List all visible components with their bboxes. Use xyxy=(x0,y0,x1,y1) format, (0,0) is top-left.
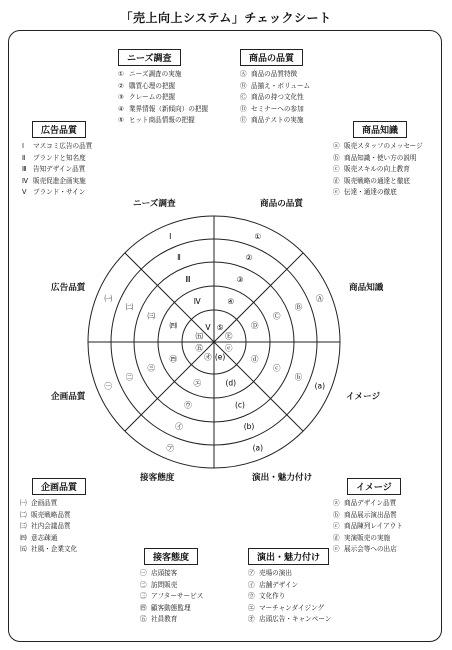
image-box-title: イメージ xyxy=(347,478,401,495)
wheel-mark-needs-5: ⑤ xyxy=(216,322,224,332)
list-item: ㊀ 店頭接客 xyxy=(140,569,178,577)
list-item: Ⅳ 販売促進企画実施 xyxy=(22,176,86,185)
list-item: Ⅲ 告知デザイン品質 xyxy=(22,165,86,174)
list-item: ⓐ 販売スタッフのメッセージ xyxy=(333,142,423,150)
list-item: Ⓒ 商品の持つ文化性 xyxy=(240,93,304,102)
wheel-mark-staging-2: ㋑ xyxy=(175,422,183,432)
list-item: ⓔ 展示会等への出店 xyxy=(333,545,397,554)
diagram-label-knowledge: 商品知識 xyxy=(349,283,384,293)
wheel-mark-planning-4: ㈣ xyxy=(169,320,178,330)
wheel-mark-quality-1: Ⓐ xyxy=(316,293,324,303)
wheel-mark-image-1: (a) xyxy=(252,443,264,453)
wheel-mark-image-3: (c) xyxy=(235,400,245,410)
list-item: ⓒ 商品陳列レイアウト xyxy=(333,522,403,531)
wheel-mark-service-3: ㊂ xyxy=(147,363,155,373)
wheel-mark-staging-5: ㋔ xyxy=(204,352,212,362)
page-title: 「売上向上システム」チェックシート xyxy=(120,11,332,25)
planning-box-title: 企画品質 xyxy=(32,478,86,495)
wheel-mark-needs-3: ③ xyxy=(236,274,244,284)
list-item: ① ニーズ調査の実施 xyxy=(118,70,182,78)
list-item: Ⓔ 商品テストの実施 xyxy=(240,116,304,125)
list-item: ㊂ アフターサービス xyxy=(140,592,204,601)
service-box-title: 接客態度 xyxy=(144,548,198,565)
diagram-label-image: イメージ xyxy=(346,392,381,402)
wheel-mark-planning-2: ㈡ xyxy=(125,302,134,312)
list-item: ⓔ 伝達・通達の徹底 xyxy=(333,188,397,197)
wheel-mark-quality-5: Ⓔ xyxy=(225,331,233,341)
list-item: Ⅴ ブランド・サイン xyxy=(22,188,86,197)
diagram-label-quality: 商品の品質 xyxy=(260,199,303,209)
diagram-label-service: 接客態度 xyxy=(140,473,175,483)
wheel-mark-ads-1: Ⅰ xyxy=(169,231,172,241)
wheel-mark-needs-2: ② xyxy=(245,253,253,263)
ads-box-title: 広告品質 xyxy=(32,121,86,138)
wheel-mark-knowledge-2: ⓑ xyxy=(294,372,303,382)
wheel-mark-image-5: (e) xyxy=(214,352,226,362)
list-item: ㋔ 店頭広告・キャンペーン xyxy=(248,615,332,624)
diagram-label-staging: 演出・魅力付け xyxy=(252,473,313,483)
wheel-mark-staging-1: ㋐ xyxy=(166,443,174,453)
wheel-mark-needs-1: ① xyxy=(254,231,262,241)
wheel-mark-needs-4: ④ xyxy=(227,296,235,306)
wheel-mark-ads-3: Ⅲ xyxy=(185,274,191,284)
list-item: ⓒ 販売スキルの向上教育 xyxy=(333,165,410,174)
list-item: ㊃ 顧客動態監理 xyxy=(140,603,191,612)
wheel-mark-service-4: ㊃ xyxy=(169,354,178,364)
list-item: Ⓐ 商品の品質特徴 xyxy=(240,70,298,78)
list-item: ㋒ 文化作り xyxy=(248,592,286,601)
wheel-mark-quality-2: Ⓑ xyxy=(294,302,303,312)
list-item: ⓐ 商品デザイン品質 xyxy=(333,499,397,507)
wheel-mark-knowledge-1: (a) xyxy=(314,381,326,391)
list-item: Ⓑ 品揃え・ボリューム xyxy=(240,81,311,90)
wheel-mark-staging-4: ㋓ xyxy=(193,378,201,388)
list-item: ④ 業界情報（新傾向）の把握 xyxy=(118,104,209,113)
wheel-mark-ads-2: Ⅱ xyxy=(177,253,181,263)
wheel-mark-knowledge-5: ⓔ xyxy=(225,343,233,353)
wheel-mark-service-1: ㊀ xyxy=(104,381,112,391)
wheel-mark-staging-3: ㋒ xyxy=(184,400,192,410)
list-item: ㋐ 売場の演出 xyxy=(248,569,292,577)
wheel-mark-planning-1: ㈠ xyxy=(104,293,112,303)
list-item: ㈤ 社風・企業文化 xyxy=(20,545,78,554)
list-item: ⓓ 販売戦略の通達と徹底 xyxy=(333,176,410,185)
needs-box-title: ニーズ調査 xyxy=(118,49,181,66)
wheel-mark-ads-5: Ⅴ xyxy=(205,322,211,332)
diagram-label-planning: 企画品質 xyxy=(51,392,86,402)
wheel-mark-knowledge-3: ⓒ xyxy=(273,363,281,373)
list-item: ⓓ 実演販売の実施 xyxy=(333,533,391,542)
wheel-mark-image-2: (b) xyxy=(243,422,255,432)
list-item: ㈠ 企画品質 xyxy=(20,499,58,507)
quality-box-title: 商品の品質 xyxy=(240,49,303,66)
list-item: ㈡ 販売戦略品質 xyxy=(20,510,71,519)
wheel-mark-knowledge-4: ⓓ xyxy=(250,354,259,364)
wheel-mark-planning-5: ㈤ xyxy=(195,331,203,341)
list-item: ㈣ 意志疎通 xyxy=(20,533,58,542)
list-item: ㊄ 社員教育 xyxy=(140,615,178,624)
wheel-mark-ads-4: Ⅳ xyxy=(193,296,201,306)
list-item: Ⅰ マスコミ広告の品質 xyxy=(22,142,93,150)
list-item: Ⅱ ブランドと知名度 xyxy=(22,153,86,162)
staging-box-title: 演出・魅力付け xyxy=(248,548,329,565)
list-item: ⑤ ヒット商品情報の把握 xyxy=(118,116,195,125)
wheel-mark-image-4: (d) xyxy=(225,378,237,388)
list-item: ⓑ 商品展示演出品質 xyxy=(333,510,397,519)
wheel-mark-service-2: ㊁ xyxy=(125,372,134,382)
list-item: ㋑ 店舗デザイン xyxy=(248,580,299,589)
wheel-mark-quality-3: Ⓒ xyxy=(273,311,281,321)
wheel-mark-planning-3: ㈢ xyxy=(147,311,155,321)
diagram-label-needs: ニーズ調査 xyxy=(133,199,176,209)
knowledge-box-title: 商品知識 xyxy=(353,121,407,138)
list-item: ⓑ 商品知識・使い方の説明 xyxy=(333,153,417,162)
diagram-label-ads: 広告品質 xyxy=(51,283,86,293)
wheel-mark-quality-4: Ⓓ xyxy=(250,320,259,330)
list-item: ③ クレームの把握 xyxy=(118,93,176,102)
list-item: ㋓ マーチャンダイジング xyxy=(248,603,325,612)
list-item: ㈢ 社内会議品質 xyxy=(20,522,71,531)
list-item: ② 購買心理の把握 xyxy=(118,81,176,90)
list-item: ㊁ 訪問販売 xyxy=(140,580,178,589)
list-item: Ⓓ セミナーへの参加 xyxy=(240,104,304,113)
wheel-mark-service-5: ㊄ xyxy=(195,343,203,353)
